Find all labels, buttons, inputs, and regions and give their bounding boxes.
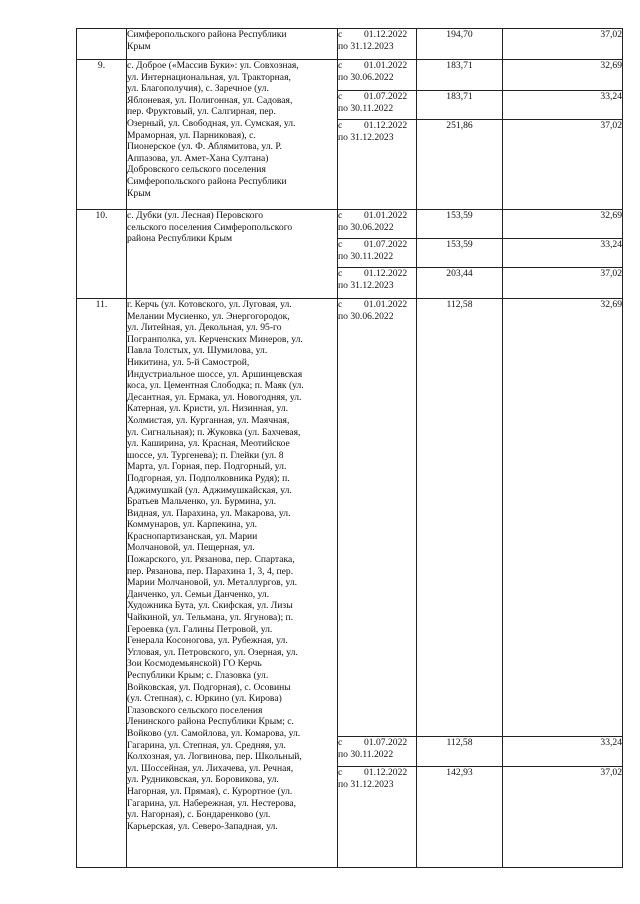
table-row [77,29,623,60]
period-cell: с 01.12.2022 по 31.12.2023 [338,29,417,60]
row-description: Симферопольского района Республики Крым [127,29,338,60]
period-cell: с 01.12.2022 по 31.12.2023 [338,767,417,868]
row-number: 9. [77,60,127,210]
value-cell: 153,59 [417,239,503,268]
value-cell: 142,93 [417,767,503,868]
value-cell: 33,24 [503,91,623,120]
period-cell: с 01.07.2022 по 30.11.2022 [338,91,417,120]
table-row [77,299,623,737]
value-cell: 32,69 [503,210,623,239]
value-cell: 37,02 [503,29,623,60]
value-cell: 203,44 [417,268,503,299]
period-cell: с 01.12.2022 по 31.12.2023 [338,120,417,210]
value-cell: 32,69 [503,299,623,737]
period-cell: с 01.07.2022 по 30.11.2022 [338,737,417,767]
table-row [77,60,623,91]
value-cell: 37,02 [503,268,623,299]
value-cell: 37,02 [503,767,623,868]
row-description: с. Дубки (ул. Лесная) Перовского сельского поселения Симферопольского района Республики Крым [127,210,338,299]
value-cell: 33,24 [503,239,623,268]
row-description: с. Доброе («Массив Буки»: ул. Совхозная, ул. Интернациональная, ул. Тракторная, ул. Благополучия), с. Заречное (ул. Яблоневая, ул. Полигонная, ул. Садовая, пер. Фруктовый, ул. Салгирная, пер. Озерный, ул. Свободная, ул. Сумская, ул. Мраморная, ул. Парниковая), с. Пионерское (ул. Ф. Аблямитова, ул. Р. Аппазова, ул. Амет-Хана Султана) Добровского сельского поселения Симферопольского района Республики Крым [127,60,338,210]
value-cell: 112,58 [417,737,503,767]
tariff-table [76,28,623,868]
period-cell: с 01.07.2022 по 30.11.2022 [338,239,417,268]
row-number: 10. [77,210,127,299]
value-cell: 33,24 [503,737,623,767]
period-cell: с 01.12.2022 по 31.12.2023 [338,268,417,299]
row-number: 11. [77,299,127,868]
value-cell: 251,86 [417,120,503,210]
value-cell: 37,02 [503,120,623,210]
value-cell: 183,71 [417,91,503,120]
value-cell: 183,71 [417,60,503,91]
value-cell: 112,58 [417,299,503,737]
row-description: г. Керчь (ул. Котовского, ул. Луговая, ул. Мелании Мусиенко, ул. Энергогородок, ул. Литейная, ул. Декольная, ул. 95-го Погранполка, ул. Керченских Минеров, ул. Павла Толстых, ул. Шумилова, ул. Никитина, ул. 5-й Самострой, Индустриальное шоссе, ул. Аршинцевская коса, ул. Цементная Слободка; п. Маяк (ул. Десантная, ул. Ермака, ул. Новогодняя, ул. Катерная, ул. Кристи, ул. Низинная, ул. Холмистая, ул. Курганная, ул. Маячная, ул. Сигнальная); п. Жуковка (ул. Бахчевая, ул. Каширина, ул. Красная, Меотийское шоссе, ул. Тургенева); п. Глейки (ул. 8 Марта, ул. Горная, пер. Подгорный, ул. Подгорная, ул. Подполковника Рудя); п. Аджимушкай (ул. Аджимушкайская, ул. Братьев Мальченко, ул. Бурмина, ул. Видная, ул. Парахина, ул. Макарова, ул. Коммунаров, ул. Карпекина, ул. Краснопартизанская, ул. Марии Молчановой, ул. Пещерная, ул. Пожарского, ул. Рязанова, пер. Спартака, пер. Рязанова, пер. Парахина 1, 3, 4, пер. Марии Молчановой, ул. Металлургов, ул. Данченко, ул. Семьи Данченко, ул. Художника Бута, ул. Скифская, ул. Лизы Чайкиной, ул. Тельмана, ул. Ягунова); п. Героевка (ул. Галины Петровой, ул. Генерала Косоногова, ул. Рубежная, ул. Угловая, ул. Петровского, ул. Озерная, ул. Зои Космодемьянской) ГО Керчь Республики Крым; с. Глазовка (ул. Войковская, ул. Подгорная), с. Осовины (ул. Степная), с. Юркино (ул. Кирова) Глазовского сельского поселения Ленинского района Республики Крым; с. Войково (ул. Самойлова, ул. Комарова, ул. Гагарина, ул. Степная, ул. Средняя, ул. Колхозная, ул. Логвинова, пер. Школьный, ул. Шоссейная, ул. Лихачева, ул. Речная, ул. Рудниковская, ул. Боровикова, ул. Нагорная, ул. Прямая), с. Курортное (ул. Гагарина, ул. Набережная, ул. Нестерова, ул. Нагорная), с. Бондаренково (ул. Карьерская, ул. Северо-Западная, ул. [127,299,338,868]
value-cell: 194,70 [417,29,503,60]
row-number [77,29,127,60]
value-cell: 153,59 [417,210,503,239]
period-cell: с 01.01.2022 по 30.06.2022 [338,299,417,737]
table-row [77,210,623,239]
period-cell: с 01.01.2022 по 30.06.2022 [338,210,417,239]
period-cell: с 01.01.2022 по 30.06.2022 [338,60,417,91]
value-cell: 32,69 [503,60,623,91]
